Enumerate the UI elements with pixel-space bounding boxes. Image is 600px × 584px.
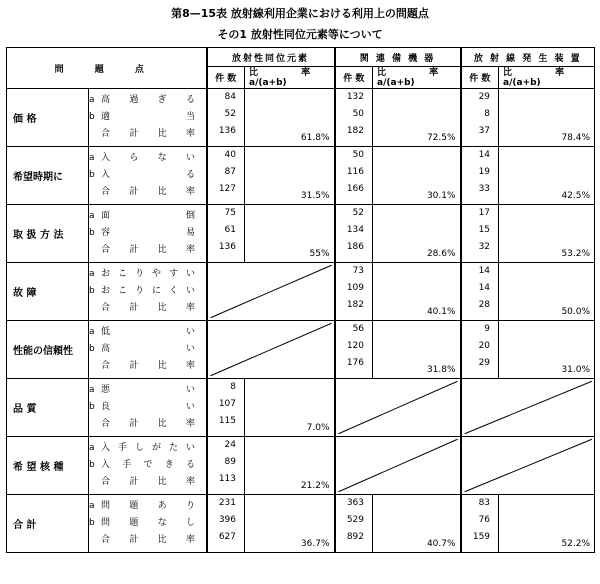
item-letter: b [89,344,95,354]
item-label: 低 い [101,327,195,337]
not-applicable-cell [207,321,335,379]
item-letter: a [89,385,95,395]
item-label: おこりやすい [101,269,195,279]
table-row [7,263,595,321]
count-value: 73 [352,266,365,276]
count-value: 120 [346,341,365,351]
table-row [7,379,595,437]
ratio-value: 50.0% [561,307,591,317]
count-value: 40 [224,150,236,160]
row-items [89,379,207,437]
ratio-cell [373,495,461,553]
row-items [89,147,207,205]
row-items [89,437,207,495]
count-cell [461,263,499,321]
header-ratio [245,67,335,89]
count-cell [207,379,245,437]
item-letter: b [89,228,95,238]
ratio-value: 55% [309,249,330,259]
count-value: 14 [478,283,491,293]
ratio-value: 30.1% [426,191,456,201]
ratio-cell [373,205,461,263]
count-value: 37 [478,126,491,136]
count-value: 17 [478,208,491,218]
header-ratio-label: 比 率 [503,67,585,78]
count-cell [461,205,499,263]
count-value: 19 [478,167,491,177]
count-value: 52 [352,208,365,218]
item-label: 問 題 あ り [101,501,195,511]
item-label: 問 題 な し [101,518,195,528]
item-label: 合 計 比 率 [101,535,195,545]
row-topic: 合 計 [7,495,89,553]
count-cell [461,321,499,379]
ratio-value: 28.6% [426,249,456,259]
item-label: 高 過 ぎ る [101,95,195,105]
count-value: 50 [352,109,365,119]
count-value: 24 [224,440,236,450]
item-label: 合 計 比 率 [101,129,195,139]
item-letter: a [89,269,95,279]
count-value: 75 [224,208,236,218]
ratio-cell [373,321,461,379]
count-value: 56 [352,324,365,334]
item-label: 入手できる [101,460,195,470]
item-label: 面 倒 [101,211,195,221]
count-value: 29 [478,92,491,102]
ratio-cell [499,89,595,147]
header-count: 件 数 [461,67,499,89]
item-letter: a [89,211,95,221]
row-topic: 品 質 [7,379,89,437]
ratio-cell [245,205,335,263]
item-letter: a [89,501,95,511]
not-applicable-cell [207,263,335,321]
header-ratio-formula: a/(a+b) [503,77,541,88]
count-value: 9 [484,324,491,334]
count-value: 32 [478,242,491,252]
count-value: 61 [224,225,236,235]
count-cell [335,205,373,263]
ratio-value: 31.8% [426,365,456,375]
item-label: 適 当 [101,112,195,122]
count-value: 132 [346,92,365,102]
ratio-cell [245,437,335,495]
count-value: 363 [346,498,365,508]
ratio-cell [499,147,595,205]
header-count: 件 数 [207,67,245,89]
count-cell [461,89,499,147]
count-value: 50 [352,150,365,160]
row-items [89,495,207,553]
count-value: 15 [478,225,491,235]
count-value: 89 [224,457,236,467]
count-value: 134 [346,225,365,235]
count-cell [335,263,373,321]
count-value: 176 [346,358,365,368]
count-value: 33 [478,184,491,194]
item-letter: b [89,286,95,296]
count-cell [335,147,373,205]
ratio-cell [499,495,595,553]
item-letter: b [89,170,95,180]
header-problem: 問 題 点 [7,48,207,89]
table-row [7,321,595,379]
count-cell [207,437,245,495]
row-topic: 故 障 [7,263,89,321]
item-letter: a [89,95,95,105]
item-label: 合 計 比 率 [101,187,195,197]
count-cell [207,495,245,553]
ratio-value: 72.5% [426,133,456,143]
count-cell [461,147,499,205]
header-ratio-formula: a/(a+b) [249,77,287,88]
count-value: 186 [346,242,365,252]
item-label: 良 い [101,402,195,412]
count-value: 107 [218,399,236,409]
count-value: 166 [346,184,365,194]
not-applicable-cell [461,379,595,437]
count-cell [335,321,373,379]
header-group-generator: 放 射 線 発 生 装 置 [461,48,595,67]
ratio-value: 40.7% [426,539,456,549]
ratio-cell [245,379,335,437]
not-applicable-cell [461,437,595,495]
table-row [7,147,595,205]
not-applicable-cell [335,379,461,437]
header-ratio-label: 比 率 [249,67,331,78]
count-value: 529 [346,515,365,525]
ratio-cell [245,89,335,147]
header-ratio [373,67,461,89]
count-cell [207,147,245,205]
count-value: 136 [218,126,236,136]
header-ratio [499,67,595,89]
ratio-cell [373,89,461,147]
count-value: 29 [478,358,491,368]
count-value: 52 [224,109,236,119]
count-value: 159 [472,532,491,542]
count-value: 113 [218,474,236,484]
ratio-cell [245,147,335,205]
row-topic: 価 格 [7,89,89,147]
item-label: おこりにくい [101,286,195,296]
ratio-cell [245,495,335,553]
item-label: 合 計 比 率 [101,361,195,371]
header-group-equipment: 関 連 備 機 器 [335,48,461,67]
item-label: 入 る [101,170,195,180]
item-letter: a [89,153,95,163]
row-topic: 希望時期に [7,147,89,205]
ratio-value: 7.0% [306,423,330,433]
item-letter: b [89,518,95,528]
ratio-value: 61.8% [300,133,330,143]
item-label: 入 ら な い [101,153,195,163]
count-value: 8 [484,109,491,119]
item-letter: b [89,112,95,122]
header-ratio-formula: a/(a+b) [377,77,415,88]
item-label: 合 計 比 率 [101,303,195,313]
header-count: 件 数 [335,67,373,89]
row-topic: 性能の信頼性 [7,321,89,379]
row-topic: 取 扱 方 法 [7,205,89,263]
count-value: 87 [224,167,236,177]
item-letter: b [89,402,95,412]
ratio-cell [373,263,461,321]
count-cell [461,495,499,553]
ratio-cell [499,205,595,263]
table-title: 第8—15表 放射線利用企業における利用上の問題点 [171,7,429,20]
table-row [7,89,595,147]
count-value: 109 [346,283,365,293]
item-label: 合 計 比 率 [101,419,195,429]
ratio-cell [499,263,595,321]
count-cell [207,89,245,147]
row-items [89,205,207,263]
table-row [7,495,595,553]
ratio-value: 53.2% [561,249,591,259]
ratio-cell [373,147,461,205]
count-cell [335,89,373,147]
count-value: 231 [218,498,236,508]
table-row [7,437,595,495]
row-items [89,263,207,321]
count-value: 84 [224,92,236,102]
table-row [7,205,595,263]
count-value: 115 [218,416,236,426]
count-value: 76 [478,515,491,525]
ratio-value: 40.1% [426,307,456,317]
item-label: 入手しがたい [101,443,195,453]
item-letter: a [89,327,95,337]
count-value: 28 [478,300,491,310]
ratio-value: 31.5% [300,191,330,201]
ratio-value: 78.4% [561,133,591,143]
table-subtitle: その1 放射性同位元素等について [217,28,383,41]
item-letter: a [89,443,95,453]
ratio-value: 21.2% [300,481,330,491]
count-value: 14 [478,150,491,160]
count-value: 8 [230,382,236,392]
count-cell [207,205,245,263]
count-value: 14 [478,266,491,276]
row-topic: 希 望 核 種 [7,437,89,495]
row-items [89,321,207,379]
item-label: 合 計 比 率 [101,245,195,255]
count-value: 127 [218,184,236,194]
count-value: 83 [478,498,491,508]
count-cell [335,495,373,553]
ratio-value: 36.7% [300,539,330,549]
item-label: 容 易 [101,228,195,238]
item-letter: b [89,460,95,470]
count-value: 136 [218,242,236,252]
ratio-cell [499,321,595,379]
problems-table [6,47,595,553]
item-label: 合 計 比 率 [101,477,195,487]
count-value: 396 [218,515,236,525]
item-label: 悪 い [101,385,195,395]
count-value: 892 [346,532,365,542]
header-group-isotope: 放射性同位元素 [207,48,335,67]
ratio-value: 42.5% [561,191,591,201]
count-value: 116 [346,167,365,177]
ratio-value: 31.0% [561,365,591,375]
row-items [89,89,207,147]
header-ratio-label: 比 率 [377,67,459,78]
item-label: 高 い [101,344,195,354]
not-applicable-cell [335,437,461,495]
count-value: 182 [346,126,365,136]
count-value: 627 [218,532,236,542]
ratio-value: 52.2% [561,539,591,549]
count-value: 20 [478,341,491,351]
count-value: 182 [346,300,365,310]
